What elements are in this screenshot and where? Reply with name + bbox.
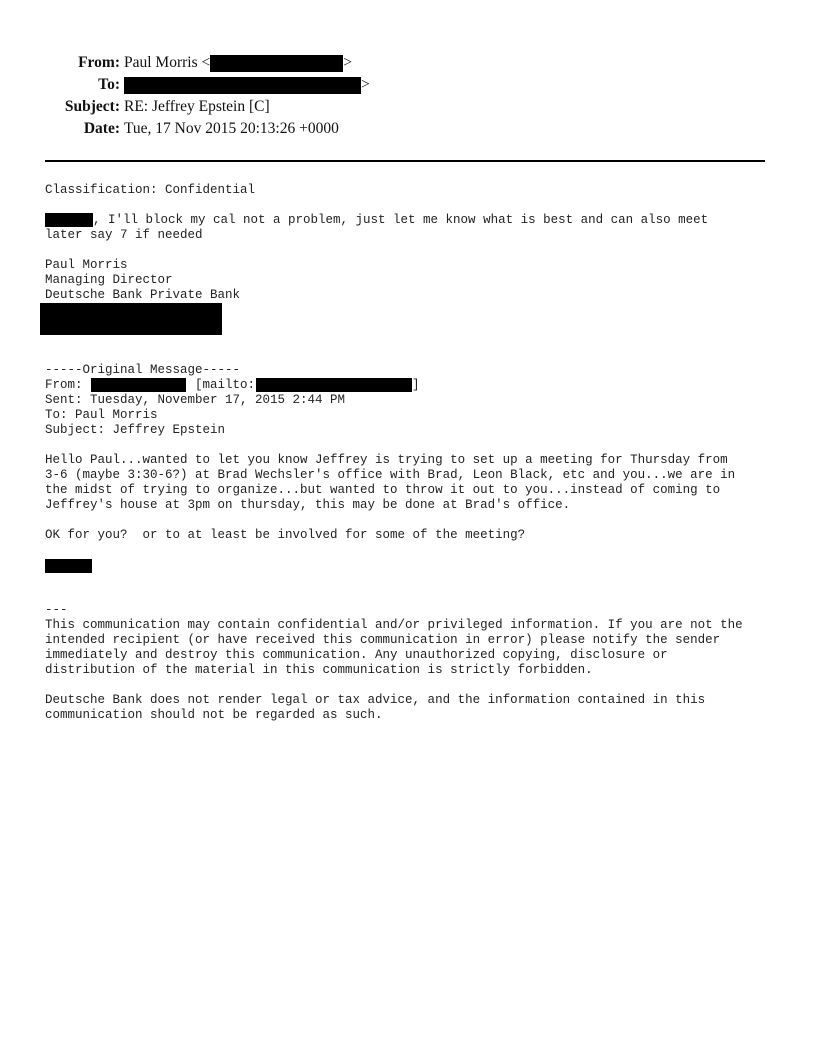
to-close: > <box>361 76 370 93</box>
subject-label: Subject: <box>64 98 120 115</box>
reply-line-1: , I'll block my cal not a problem, just let me know what is best and can also meet <box>93 213 709 227</box>
reply-line-2: later say 7 if needed <box>45 228 203 242</box>
message-line: 3-6 (maybe 3:30-6?) at Brad Wechsler's office with Brad, Leon Black, etc and you...we are in <box>45 468 736 482</box>
redaction-bar <box>210 55 343 72</box>
original-message-marker: -----Original Message----- <box>45 363 241 377</box>
header-date-row <box>0 118 816 140</box>
redaction-bar <box>91 378 186 392</box>
date-label: Date: <box>83 120 120 137</box>
disclaimer-line: This communication may contain confidential and/or privileged information. If you are not the <box>45 618 743 632</box>
legal-line: Deutsche Bank does not render legal or tax advice, and the information contained in this <box>45 693 706 707</box>
original-to: To: Paul Morris <box>45 408 158 422</box>
from-label: From: <box>78 54 120 71</box>
redaction-bar <box>40 303 222 335</box>
header-subject-row <box>0 96 816 118</box>
date-value: Tue, 17 Nov 2015 20:13:26 +0000 <box>124 120 339 137</box>
classification-line: Classification: Confidential <box>45 183 256 197</box>
disclaimer-line: distribution of the material in this communication is strictly forbidden. <box>45 663 593 677</box>
from-name: Paul Morris < <box>124 54 211 71</box>
disclaimer-line: immediately and destroy this communication. Any unauthorized copying, disclosure or <box>45 648 668 662</box>
signature-company: Deutsche Bank Private Bank <box>45 288 241 302</box>
message-line: the midst of trying to organize...but wanted to throw it out to you...instead of coming to <box>45 483 721 497</box>
separator-line: --- <box>45 603 68 617</box>
original-sent: Sent: Tuesday, November 17, 2015 2:44 PM <box>45 393 346 407</box>
from-close: > <box>343 54 352 71</box>
disclaimer-line: intended recipient (or have received this communication in error) please notify the sender <box>45 633 721 647</box>
original-mailto-close: ] <box>412 378 420 392</box>
header-divider <box>45 160 765 162</box>
header-to-row <box>0 74 816 96</box>
original-mailto: [mailto: <box>195 378 256 392</box>
legal-line: communication should not be regarded as such. <box>45 708 383 722</box>
to-value <box>124 74 370 96</box>
to-label: To: <box>98 76 120 93</box>
redaction-bar <box>256 378 412 392</box>
from-value <box>124 52 352 74</box>
message-line: Jeffrey's house at 3pm on thursday, this may be done at Brad's office. <box>45 498 571 512</box>
original-subject: Subject: Jeffrey Epstein <box>45 423 226 437</box>
message-question: OK for you? or to at least be involved for some of the meeting? <box>45 528 526 542</box>
subject-value: RE: Jeffrey Epstein [C] <box>124 98 270 115</box>
header-from-row <box>0 52 816 74</box>
redaction-bar <box>45 213 93 227</box>
signature-title: Managing Director <box>45 273 173 287</box>
message-line: Hello Paul...wanted to let you know Jeffrey is trying to set up a meeting for Thursday from <box>45 453 728 467</box>
signature-name: Paul Morris <box>45 258 128 272</box>
redaction-bar <box>45 559 92 573</box>
original-from-label: From: <box>45 378 83 392</box>
redaction-bar <box>124 77 361 94</box>
